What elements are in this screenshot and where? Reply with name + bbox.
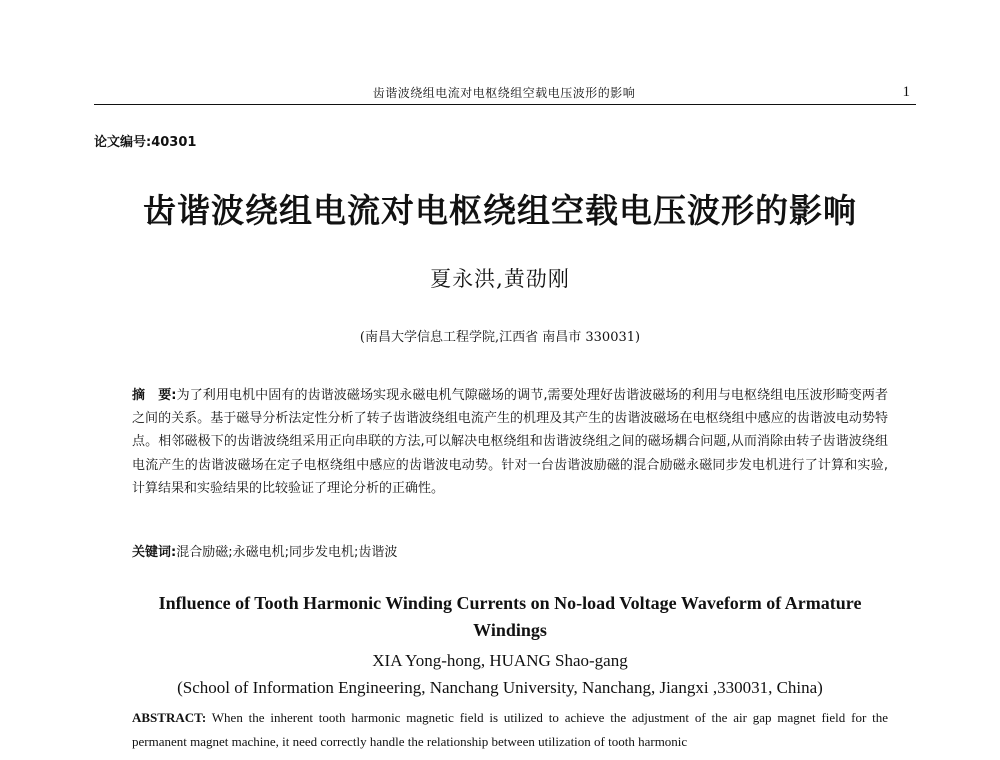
running-title: 齿谐波绕组电流对电枢绕组空载电压波形的影响 — [372, 86, 636, 100]
abstract-chinese-label: 摘 要: — [132, 388, 177, 403]
header-rule — [94, 104, 916, 105]
paper-id: 论文编号:40301 — [94, 135, 197, 150]
affiliation-chinese: (南昌大学信息工程学院,江西省 南昌市 330031) — [359, 330, 641, 345]
abstract-english-text: When the inherent tooth harmonic magnetic field is utilized to achieve the adjustment of the air gap magnet field for the permanent magnet machine, it need correctly handle the relationship between utilization of tooth harmonic — [132, 710, 889, 749]
keywords-chinese-text: 混合励磁;永磁电机;同步发电机;齿谐波 — [176, 545, 398, 560]
keywords-chinese-label: 关键词: — [132, 545, 177, 560]
page-number: 1 — [902, 84, 910, 100]
running-header — [94, 84, 914, 104]
abstract-english-label: ABSTRACT: — [132, 710, 207, 725]
abstract-chinese-text: 为了利用电机中固有的齿谐波磁场实现永磁电机气隙磁场的调节,需要处理好齿谐波磁场的利用与电枢绕组电压波形畸变两者之间的关系。基于磁导分析法定性分析了转子齿谐波绕组电流产生的机理及其产生的齿谐波磁场在电枢绕组中感应的齿谐波电动势特点。相邻磁极下的齿谐波绕组采用正向串联的方法,可以解决电枢绕组和齿谐波绕组之间的磁场耦合问题,从而消除由转子齿谐波绕组电流产生的齿谐波磁场在定子电枢绕组中感应的齿谐波电动势。针对一台齿谐波励磁的混合励磁永磁同步发电机进行了计算和实验,计算结果和实验结果的比较验证了理论分析的正确性。 — [132, 388, 888, 496]
title-english: Influence of Tooth Harmonic Winding Currents on No-load Voltage Waveform of Armature Windings — [158, 593, 862, 640]
authors-chinese: 夏永洪,黄劭刚 — [430, 267, 570, 291]
title-chinese: 齿谐波绕组电流对电枢绕组空载电压波形的影响 — [143, 191, 857, 230]
affiliation-english: (School of Information Engineering, Nanchang University, Nanchang, Jiangxi ,330031, China) — [177, 678, 823, 697]
authors-english: XIA Yong-hong, HUANG Shao-gang — [372, 651, 628, 670]
abstract-chinese — [132, 384, 888, 500]
abstract-english — [132, 706, 888, 754]
keywords-chinese — [132, 541, 888, 560]
